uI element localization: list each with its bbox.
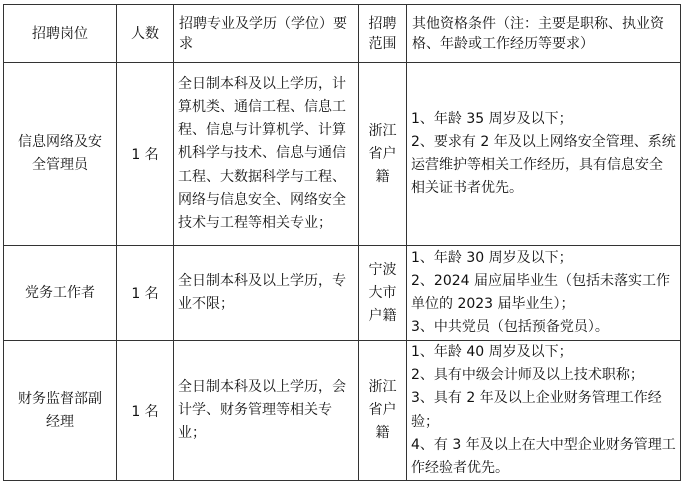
condition-item: 1、年龄 35 周岁及以下； [411, 110, 573, 127]
condition-item: 1、年龄 40 周岁及以下； [411, 344, 573, 360]
position-line: 财务监督部副 [18, 390, 102, 407]
table-row [4, 63, 681, 246]
major-cell: 全日制本科及以上学历，计算机类、通信工程、信息工程、信息与计算机学、计算机科学与技术、信息与通信工程、大数据科学与工程、网络与信息安全、网络安全技术与工程等相关专业； [174, 63, 359, 246]
major-cell: 全日制本科及以上学历，会计学、财务管理等相关专业； [174, 341, 359, 481]
header-major: 招聘专业及学历（学位）要求 [174, 5, 359, 63]
scope-cell [359, 246, 407, 341]
scope-line: 宁波 [368, 261, 397, 278]
table-row [4, 341, 681, 481]
count-cell: 1 名 [117, 341, 174, 481]
scope-line: 籍 [375, 425, 390, 442]
scope-line: 浙江 [368, 122, 397, 139]
scope-cell [359, 63, 407, 246]
header-other: 其他资格条件（注：主要是职称、执业资格、年龄或工作经历等要求） [407, 5, 681, 63]
conditions-cell [407, 246, 681, 341]
scope-line: 省户 [368, 145, 397, 162]
major-cell: 全日制本科及以上学历，专业不限； [174, 246, 359, 341]
condition-item: 2、2024 届应届毕业生（包括未落实工作单位的 2023 届毕业生）； [411, 272, 670, 312]
position-line: 党务工作者 [25, 284, 95, 301]
header-position: 招聘岗位 [4, 5, 117, 63]
condition-item: 3、中共党员（包括预备党员）。 [411, 319, 609, 336]
condition-item: 2、具有中级会计师及以上技术职称； [411, 367, 644, 384]
condition-item: 3、具有 2 年及以上企业财务管理工作经验； [411, 390, 662, 430]
position-line: 经理 [46, 413, 74, 430]
table-row [4, 246, 681, 341]
scope-line: 籍 [375, 168, 390, 185]
position-line: 全管理员 [32, 157, 88, 173]
header-scope-line2: 范围 [368, 35, 397, 52]
header-scope [359, 5, 407, 63]
scope-line: 大市 [368, 284, 397, 301]
conditions-cell [407, 63, 681, 246]
recruitment-table [3, 4, 681, 481]
condition-item: 4、有 3 年及以上在大中型企业财务管理工作经验者优先。 [411, 436, 676, 477]
scope-cell [359, 341, 407, 481]
position-cell [4, 246, 117, 341]
condition-item: 1、年龄 30 周岁及以下； [411, 249, 573, 266]
table-header-row [4, 5, 681, 63]
position-cell [4, 341, 117, 481]
header-scope-line1: 招聘 [368, 15, 397, 32]
scope-line: 户籍 [368, 307, 397, 324]
count-cell: 1 名 [117, 246, 174, 341]
header-count: 人数 [117, 5, 174, 63]
position-line: 信息网络及安 [18, 134, 102, 150]
position-cell [4, 63, 117, 246]
count-cell: 1 名 [117, 63, 174, 246]
conditions-cell [407, 341, 681, 481]
condition-item: 2、要求有 2 年及以上网络安全管理、系统运营维护等相关工作经历，具有信息安全相关证书者优先。 [411, 133, 676, 197]
scope-line: 省户 [368, 402, 397, 419]
scope-line: 浙江 [368, 379, 397, 396]
